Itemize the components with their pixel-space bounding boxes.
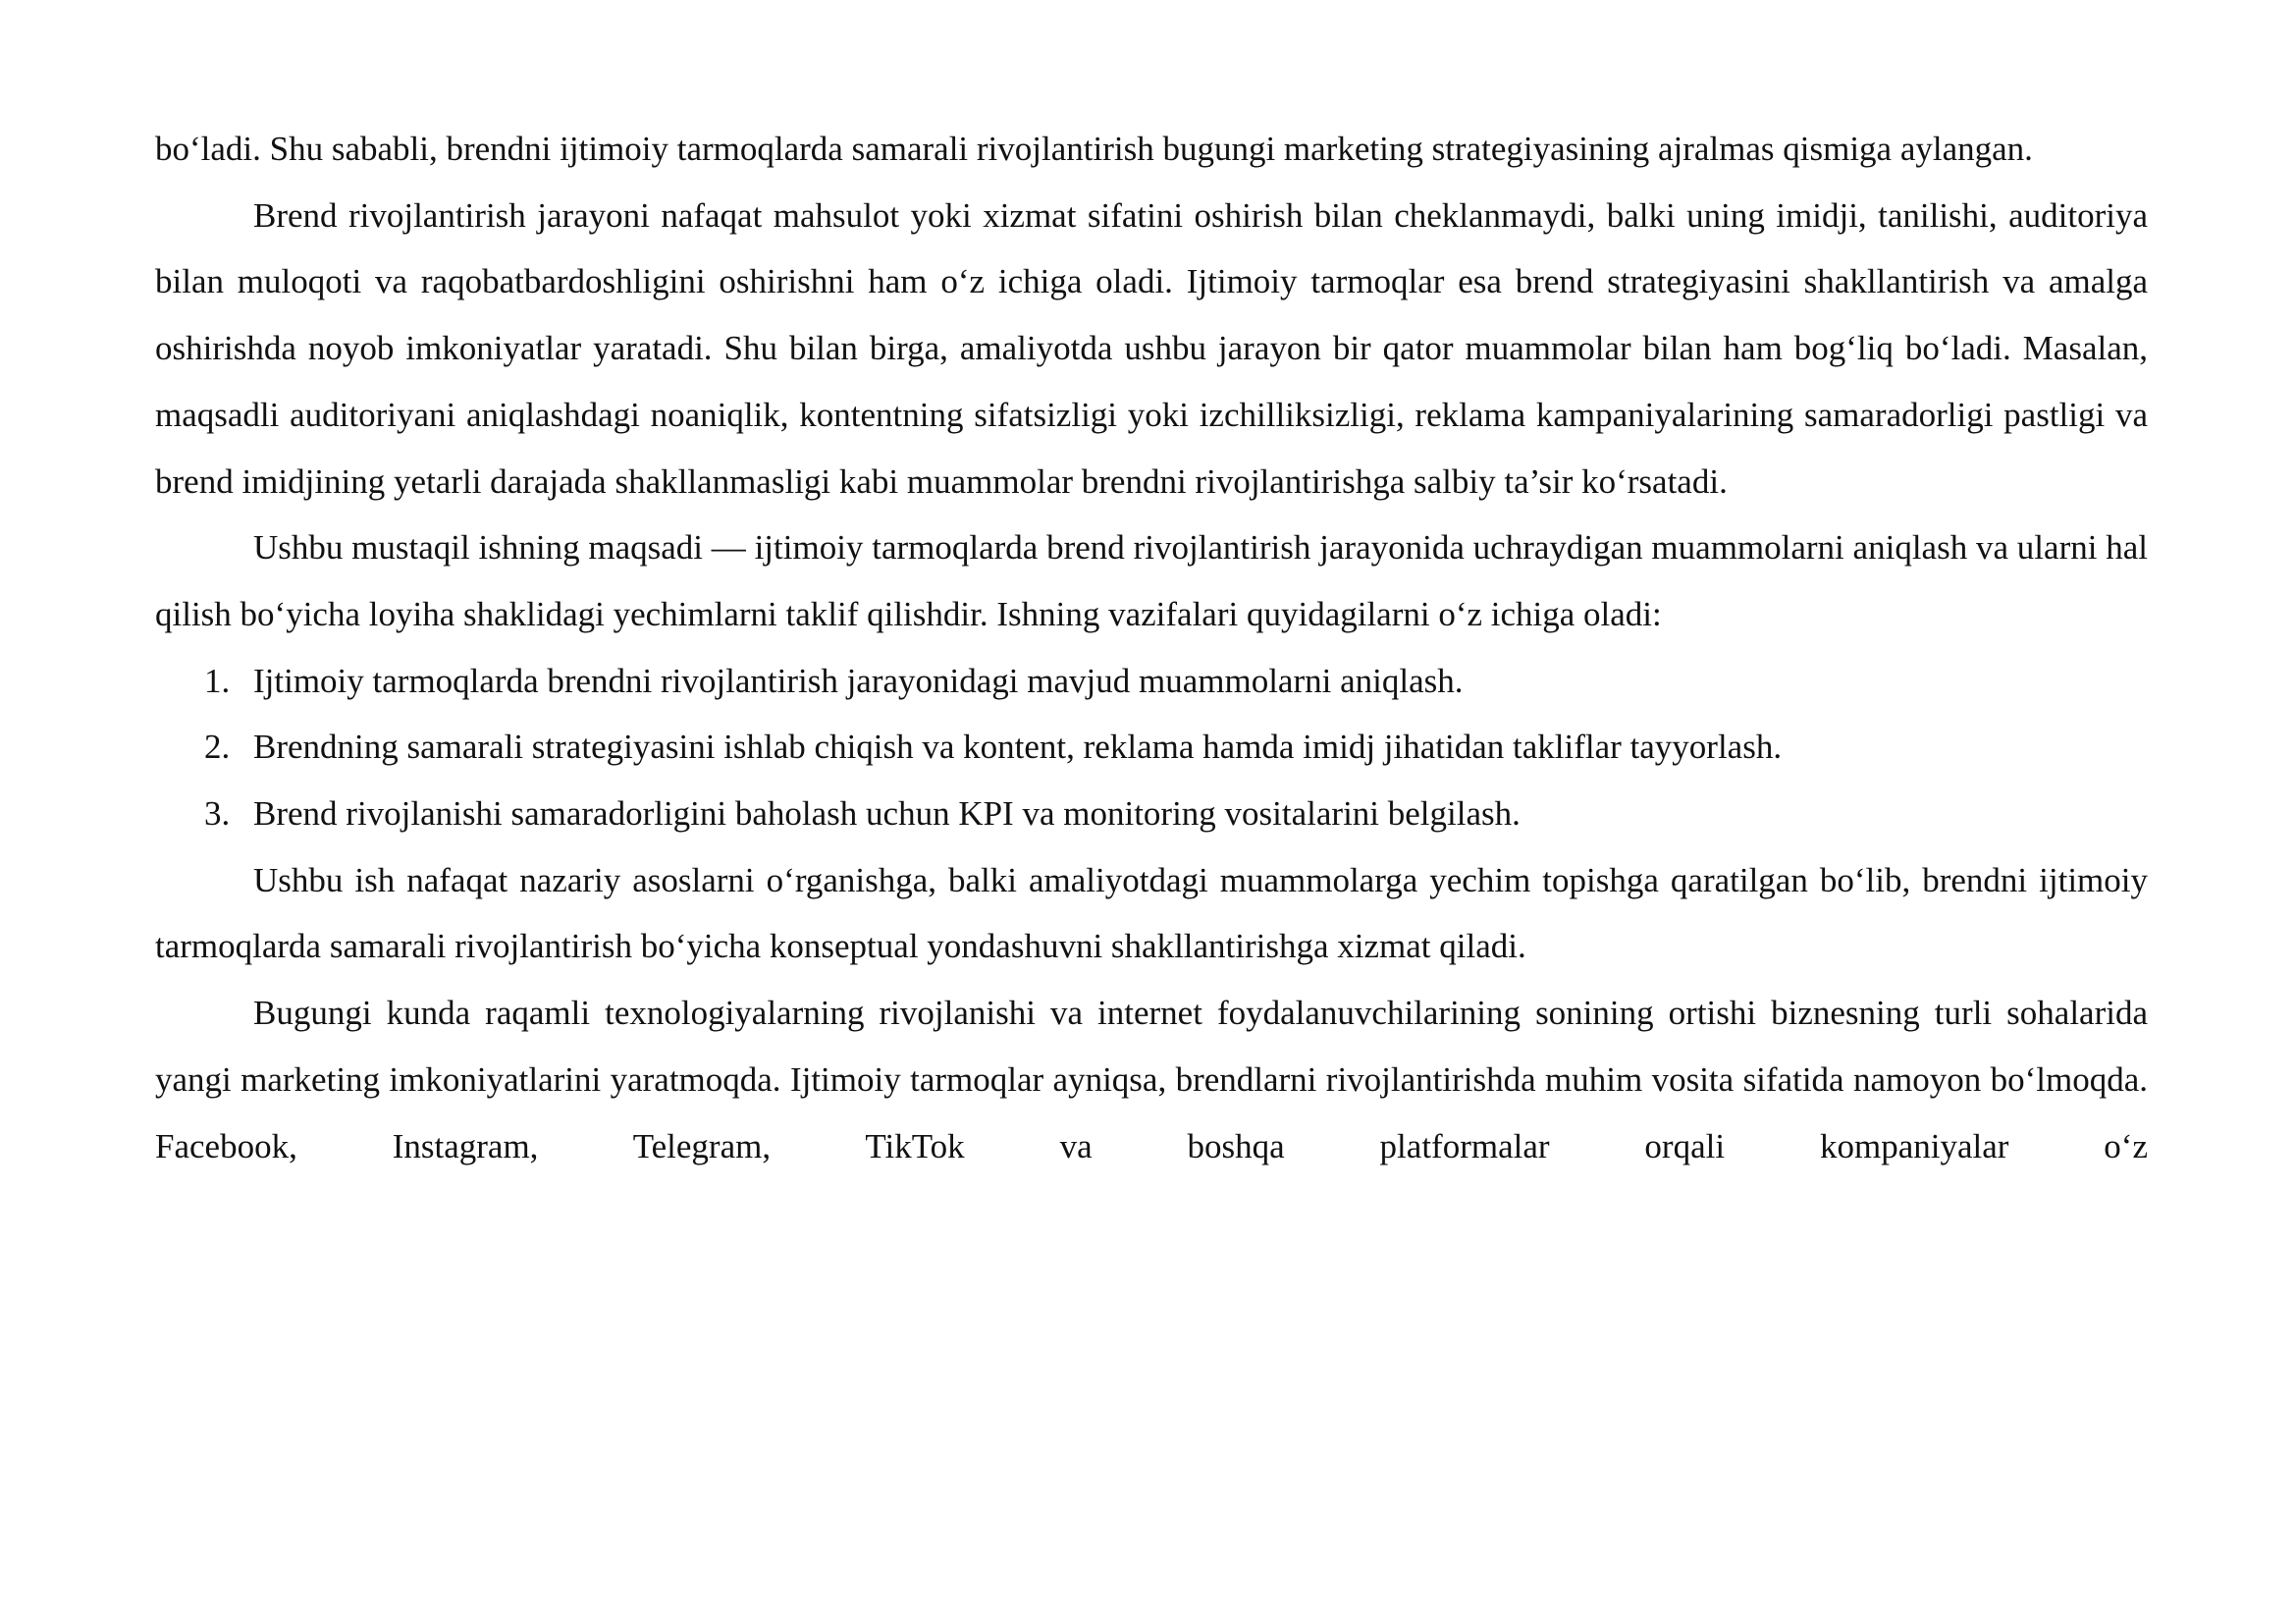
paragraph-4: Ushbu ish nafaqat nazariy asoslarni o‘rganishga, balki amaliyotdagi muammolarga yechim topishga qaratilgan bo‘lib, brendni ijtimoiy tarmoqlarda samarali rivojlantirish bo‘yicha konseptual yondashuvni shakllantirishga xizmat qiladi. — [155, 860, 2148, 966]
list-item-number: 3. — [204, 794, 231, 834]
paragraph-2: Brend rivojlantirish jarayoni nafaqat mahsulot yoki xizmat sifatini oshirish bilan cheklanmaydi, balki uning imidji, tanilishi, auditoriya bilan muloqoti va raqobatbardoshligini oshirishni ham o‘z ichiga oladi. Ijtimoiy tarmoqlar esa brend strategiyasini shakllantirish va amalga oshirishda noyob imkoniyatlar yaratadi. Shu bilan birga, amaliyotda ushbu jarayon bir qator muammolar bilan ham bog‘liq bo‘ladi. Masalan, maqsadli auditoriyani aniqlashdagi noaniqlik, kontentning sifatsizligi yoki izchilliksizligi, reklama kampaniyalarining samaradorligi pastligi va brend imidjining yetarli darajada shakllanmasligi kabi muammolar brendni rivojlantirishga salbiy ta’sir ko‘rsatadi. — [155, 195, 2148, 501]
list-item-text: Ijtimoiy tarmoqlarda brendni rivojlantirish jarayonidagi mavjud muammolarni aniqlash. — [253, 661, 1464, 700]
task-list — [155, 648, 2148, 847]
list-item-text: Brend rivojlanishi samaradorligini baholash uchun KPI va monitoring vositalarini belgilash. — [253, 794, 1521, 834]
page-body — [155, 116, 2148, 1179]
list-item-text: Brendning samarali strategiyasini ishlab chiqish va kontent, reklama hamda imidj jihatidan takliflar tayyorlash. — [253, 728, 1783, 767]
list-item-number: 1. — [204, 661, 231, 700]
paragraph-3: Ushbu mustaqil ishning maqsadi — ijtimoiy tarmoqlarda brend rivojlantirish jarayonida uchraydigan muammolarni aniqlash va ularni hal qilish bo‘yicha loyiha shaklidagi yechimlarni taklif qilishdir. Ishning vazifalari quyidagilarni o‘z ichiga oladi: — [155, 528, 2148, 633]
list-item — [155, 781, 2148, 847]
paragraph-1: bo‘ladi. Shu sababli, brendni ijtimoiy tarmoqlarda samarali rivojlantirish bugungi marketing strategiyasining ajralmas qismiga aylangan. — [155, 130, 2033, 168]
paragraph-5: Bugungi kunda raqamli texnologiyalarning rivojlanishi va internet foydalanuvchilarining sonining ortishi biznesning turli sohalarida yangi marketing imkoniyatlarini yaratmoqda. Ijtimoiy tarmoqlar ayniqsa, brendlarni rivojlantirishda muhim vosita sifatida namoyon bo‘lmoqda. Facebook, Instagram, Telegram, TikTok va boshqa platformalar orqali kompaniyalar o‘z — [155, 994, 2148, 1165]
list-item — [155, 714, 2148, 781]
list-item — [155, 648, 2148, 715]
list-item-number: 2. — [204, 728, 231, 767]
